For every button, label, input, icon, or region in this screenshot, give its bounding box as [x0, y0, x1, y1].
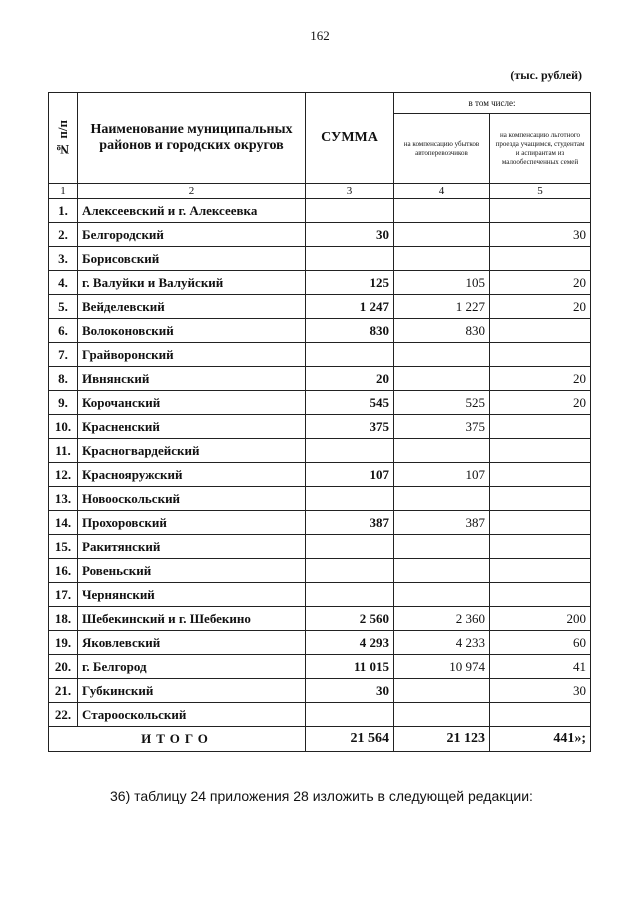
row-number: 1.: [49, 199, 78, 223]
district-name: Белгородский: [78, 223, 306, 247]
total-label: ИТОГО: [49, 727, 306, 752]
district-name: Губкинский: [78, 679, 306, 703]
row-number: 13.: [49, 487, 78, 511]
district-name: Чернянский: [78, 583, 306, 607]
row-col5: [490, 343, 591, 367]
header-num: № п/п: [49, 93, 78, 184]
column-number: 1: [49, 184, 78, 199]
row-number: 12.: [49, 463, 78, 487]
row-col4: 375: [394, 415, 490, 439]
header-name: Наименование муниципальных районов и городских округов: [78, 93, 306, 184]
row-col5: 20: [490, 367, 591, 391]
column-number: 4: [394, 184, 490, 199]
table-row: [49, 271, 591, 295]
row-sum: 830: [306, 319, 394, 343]
page-number: 162: [310, 28, 330, 43]
district-name: Ивнянский: [78, 367, 306, 391]
row-number: 8.: [49, 367, 78, 391]
row-col5: [490, 583, 591, 607]
row-number: 10.: [49, 415, 78, 439]
district-name: Борисовский: [78, 247, 306, 271]
row-col5: [490, 535, 591, 559]
table-row: [49, 535, 591, 559]
table-row: [49, 655, 591, 679]
row-col4: 2 360: [394, 607, 490, 631]
row-col4: 107: [394, 463, 490, 487]
row-number: 19.: [49, 631, 78, 655]
row-col4: 387: [394, 511, 490, 535]
row-sum: 30: [306, 223, 394, 247]
row-col4: [394, 679, 490, 703]
table-row: [49, 559, 591, 583]
row-col4: [394, 559, 490, 583]
row-sum: 30: [306, 679, 394, 703]
table-row: [49, 223, 591, 247]
row-number: 21.: [49, 679, 78, 703]
row-sum: [306, 559, 394, 583]
district-name: г. Белгород: [78, 655, 306, 679]
row-col4: [394, 223, 490, 247]
row-number: 5.: [49, 295, 78, 319]
column-number: 5: [490, 184, 591, 199]
row-col5: [490, 247, 591, 271]
row-col4: 830: [394, 319, 490, 343]
row-sum: [306, 487, 394, 511]
row-col5: [490, 703, 591, 727]
row-col4: [394, 583, 490, 607]
row-col5: [490, 559, 591, 583]
row-col5: [490, 439, 591, 463]
row-number: 14.: [49, 511, 78, 535]
table-row: [49, 415, 591, 439]
row-col5: [490, 511, 591, 535]
total-row: [49, 727, 591, 752]
table-row: [49, 199, 591, 223]
row-sum: 125: [306, 271, 394, 295]
row-number: 22.: [49, 703, 78, 727]
row-col4: [394, 439, 490, 463]
district-name: Алексеевский и г. Алексеевка: [78, 199, 306, 223]
row-sum: 11 015: [306, 655, 394, 679]
row-col5: 30: [490, 223, 591, 247]
district-name: Красногвардейский: [78, 439, 306, 463]
row-sum: [306, 199, 394, 223]
row-number: 4.: [49, 271, 78, 295]
table-row: [49, 679, 591, 703]
row-sum: 4 293: [306, 631, 394, 655]
row-col5: 41: [490, 655, 591, 679]
row-number: 2.: [49, 223, 78, 247]
row-col4: [394, 367, 490, 391]
allocation-table: [48, 92, 591, 752]
row-number: 17.: [49, 583, 78, 607]
district-name: Прохоровский: [78, 511, 306, 535]
row-col5: 30: [490, 679, 591, 703]
row-sum: [306, 439, 394, 463]
row-number: 7.: [49, 343, 78, 367]
row-sum: [306, 583, 394, 607]
district-name: г. Валуйки и Валуйский: [78, 271, 306, 295]
row-sum: [306, 343, 394, 367]
row-number: 11.: [49, 439, 78, 463]
row-sum: 107: [306, 463, 394, 487]
table-row: [49, 439, 591, 463]
row-col5: [490, 415, 591, 439]
unit-note: (тыс. рублей): [510, 68, 582, 82]
row-col4: 525: [394, 391, 490, 415]
table-row: [49, 631, 591, 655]
row-col5: 20: [490, 271, 591, 295]
row-sum: 545: [306, 391, 394, 415]
row-col4: [394, 343, 490, 367]
row-number: 18.: [49, 607, 78, 631]
row-number: 3.: [49, 247, 78, 271]
header-including: в том числе:: [394, 93, 591, 114]
header-col5: на компенсацию льготного проезда учащимся, студентам и аспирантам из малообеспеченных семей: [490, 114, 591, 184]
table-row: [49, 463, 591, 487]
row-col4: [394, 703, 490, 727]
district-name: Корочанский: [78, 391, 306, 415]
total-col5: 441»;: [490, 727, 591, 752]
row-sum: [306, 703, 394, 727]
column-number: 2: [78, 184, 306, 199]
row-number: 15.: [49, 535, 78, 559]
row-col4: [394, 247, 490, 271]
row-col4: [394, 535, 490, 559]
table-row: [49, 295, 591, 319]
row-sum: 1 247: [306, 295, 394, 319]
row-col5: 20: [490, 391, 591, 415]
row-col4: [394, 199, 490, 223]
district-name: Волоконовский: [78, 319, 306, 343]
row-number: 16.: [49, 559, 78, 583]
table-row: [49, 607, 591, 631]
district-name: Новооскольский: [78, 487, 306, 511]
row-sum: 387: [306, 511, 394, 535]
district-name: Яковлевский: [78, 631, 306, 655]
row-sum: [306, 535, 394, 559]
total-sum: 21 564: [306, 727, 394, 752]
district-name: Ровеньский: [78, 559, 306, 583]
row-col4: 105: [394, 271, 490, 295]
row-col5: 20: [490, 295, 591, 319]
table-row: [49, 319, 591, 343]
total-col4: 21 123: [394, 727, 490, 752]
row-col4: 1 227: [394, 295, 490, 319]
row-col5: [490, 463, 591, 487]
table-row: [49, 343, 591, 367]
footer-text: 36) таблицу 24 приложения 28 изложить в следующей редакции:: [110, 788, 533, 804]
header-col4: на компенсацию убытков автоперевозчиков: [394, 114, 490, 184]
row-col4: 10 974: [394, 655, 490, 679]
table-row: [49, 583, 591, 607]
row-col5: [490, 487, 591, 511]
row-col5: 60: [490, 631, 591, 655]
column-number: 3: [306, 184, 394, 199]
district-name: Красненский: [78, 415, 306, 439]
table-row: [49, 391, 591, 415]
row-number: 20.: [49, 655, 78, 679]
row-col4: 4 233: [394, 631, 490, 655]
district-name: Вейделевский: [78, 295, 306, 319]
district-name: Старооскольский: [78, 703, 306, 727]
district-name: Грайворонский: [78, 343, 306, 367]
row-col5: [490, 319, 591, 343]
table-row: [49, 247, 591, 271]
row-col5: [490, 199, 591, 223]
table-row: [49, 487, 591, 511]
column-numbers-row: [49, 184, 591, 199]
row-sum: 375: [306, 415, 394, 439]
district-name: Шебекинский и г. Шебекино: [78, 607, 306, 631]
table-row: [49, 511, 591, 535]
row-col4: [394, 487, 490, 511]
row-number: 6.: [49, 319, 78, 343]
row-col5: 200: [490, 607, 591, 631]
district-name: Краснояружский: [78, 463, 306, 487]
row-sum: 20: [306, 367, 394, 391]
header-sum: СУММА: [306, 93, 394, 184]
row-sum: [306, 247, 394, 271]
table-row: [49, 367, 591, 391]
row-number: 9.: [49, 391, 78, 415]
table-row: [49, 703, 591, 727]
district-name: Ракитянский: [78, 535, 306, 559]
row-sum: 2 560: [306, 607, 394, 631]
